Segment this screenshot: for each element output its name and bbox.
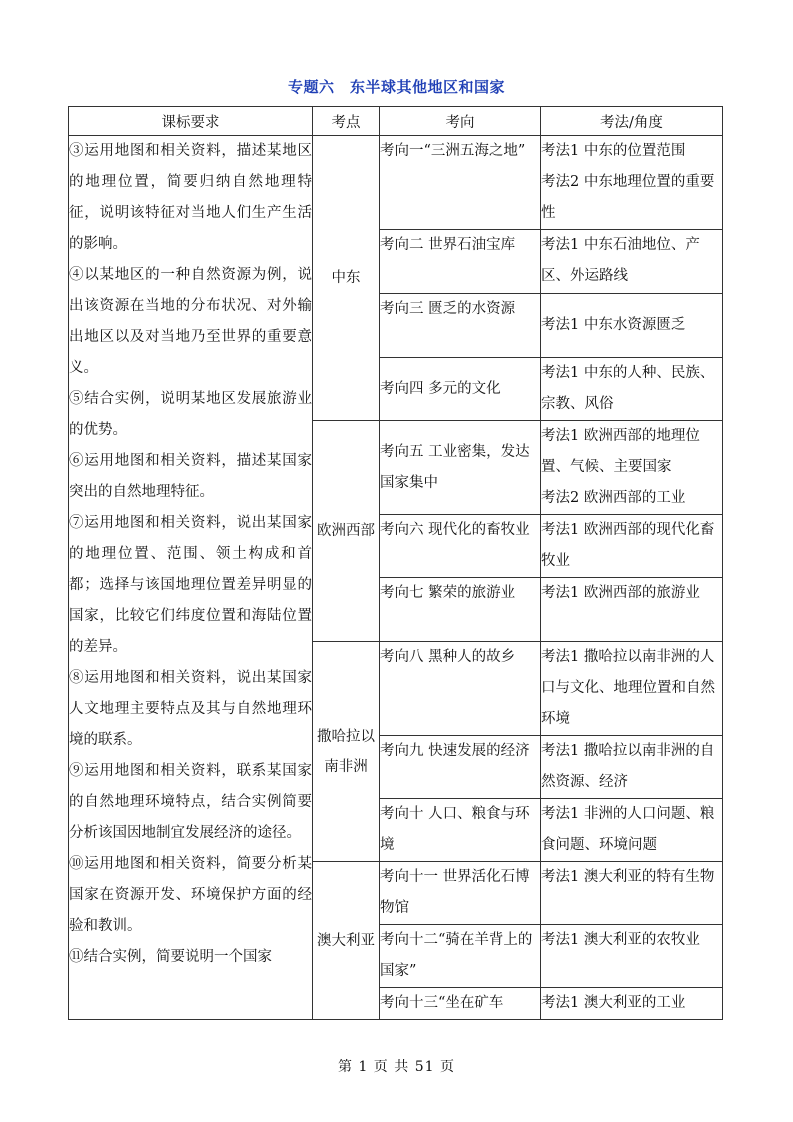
- table-header-row: [69, 107, 723, 136]
- page-footer: 第 1 页 共 51 页: [338, 1059, 455, 1075]
- curriculum-table: [68, 106, 723, 1020]
- method-item: 考法1 中东石油地位、产区、外运路线: [541, 237, 700, 284]
- method-cell: [541, 799, 723, 862]
- method-cell: [541, 988, 723, 1020]
- requirements-cell: [69, 136, 313, 1020]
- requirement-item: ⑧运用地图和相关资料，说出某国家人文地理主要特点及其与自然地理环境的联系。: [69, 670, 312, 748]
- method-item: 考法1 撒哈拉以南非洲的自然资源、经济: [541, 743, 715, 790]
- point-middle-east: 中东: [313, 136, 380, 421]
- method-cell: [541, 736, 723, 799]
- header-method: 考法/角度: [541, 107, 723, 136]
- method-item: 考法1 澳大利亚的工业: [541, 995, 686, 1011]
- direction-cell: 考向五 工业密集，发达国家集中: [380, 421, 541, 515]
- header-point: 考点: [313, 107, 380, 136]
- method-cell: [541, 230, 723, 294]
- method-cell: [541, 862, 723, 925]
- direction-cell: 考向十二“骑在羊背上的国家”: [380, 925, 541, 988]
- method-item: 考法1 澳大利亚的特有生物: [541, 869, 715, 885]
- direction-cell: 考向十一 世界活化石博物馆: [380, 862, 541, 925]
- direction-cell: 考向十 人口、粮食与环境: [380, 799, 541, 862]
- direction-cell: 考向七 繁荣的旅游业: [380, 578, 541, 642]
- method-item: 考法2 中东地理位置的重要性: [541, 174, 715, 221]
- requirement-item: ④以某地区的一种自然资源为例，说出该资源在当地的分布状况、对外输出地区以及对当地乃至世界的重要意义。: [69, 267, 312, 376]
- header-direction: 考向: [380, 107, 541, 136]
- direction-cell: 考向六 现代化的畜牧业: [380, 515, 541, 578]
- method-item: 考法1 非洲的人口问题、粮食问题、环境问题: [541, 806, 715, 853]
- requirement-item: ⑨运用地图和相关资料，联系某国家的自然地理环境特点，结合实例简要分析该国因地制宜发展经济的途径。: [69, 763, 312, 841]
- method-item: 考法1 欧洲西部的旅游业: [541, 585, 700, 601]
- table-row: [69, 136, 723, 230]
- method-cell: [541, 294, 723, 358]
- method-item: 考法1 欧洲西部的现代化畜牧业: [541, 522, 715, 569]
- header-requirements: 课标要求: [69, 107, 313, 136]
- direction-cell: 考向二 世界石油宝库: [380, 230, 541, 294]
- requirement-item: ③运用地图和相关资料，描述某地区的地理位置，简要归纳自然地理特征，说明该特征对当地人们生产生活的影响。: [69, 143, 312, 252]
- direction-cell: 考向四 多元的文化: [380, 358, 541, 421]
- direction-cell: 考向八 黑种人的故乡: [380, 642, 541, 736]
- requirement-item: ⑩运用地图和相关资料，简要分析某国家在资源开发、环境保护方面的经验和教训。: [69, 856, 312, 934]
- method-cell: [541, 136, 723, 230]
- method-cell: [541, 421, 723, 515]
- method-item: 考法1 中东的人种、民族、宗教、风俗: [541, 365, 715, 412]
- point-western-europe: 欧洲西部: [313, 421, 380, 642]
- method-cell: [541, 642, 723, 736]
- page-title: 专题六 东半球其他地区和国家: [287, 78, 505, 96]
- requirement-item: ⑥运用地图和相关资料，描述某国家突出的自然地理特征。: [69, 453, 312, 500]
- method-cell: [541, 925, 723, 988]
- method-item: 考法1 中东水资源匮乏: [541, 317, 686, 333]
- point-australia: 澳大利亚: [313, 862, 380, 1020]
- direction-cell: 考向十三“坐在矿车: [380, 988, 541, 1020]
- method-item: 考法1 澳大利亚的农牧业: [541, 932, 700, 948]
- point-sub-saharan-africa: 撒哈拉以南非洲: [313, 642, 380, 862]
- method-item: 考法1 欧洲西部的地理位置、气候、主要国家: [541, 428, 700, 475]
- method-item: 考法2 欧洲西部的工业: [541, 490, 686, 506]
- direction-cell: 考向三 匮乏的水资源: [380, 294, 541, 358]
- direction-cell: 考向九 快速发展的经济: [380, 736, 541, 799]
- method-cell: [541, 515, 723, 578]
- requirement-item: ⑪结合实例，简要说明一个国家: [69, 949, 272, 965]
- method-cell: [541, 358, 723, 421]
- method-cell: [541, 578, 723, 642]
- method-item: 考法1 中东的位置范围: [541, 143, 686, 159]
- requirement-item: ⑤结合实例，说明某地区发展旅游业的优势。: [69, 391, 312, 438]
- method-item: 考法1 撒哈拉以南非洲的人口与文化、地理位置和自然环境: [541, 649, 715, 727]
- direction-cell: 考向一“三洲五海之地”: [380, 136, 541, 230]
- requirement-item: ⑦运用地图和相关资料，说出某国家的地理位置、范围、领土构成和首都；选择与该国地理位置差异明显的国家，比较它们纬度位置和海陆位置的差异。: [69, 515, 312, 655]
